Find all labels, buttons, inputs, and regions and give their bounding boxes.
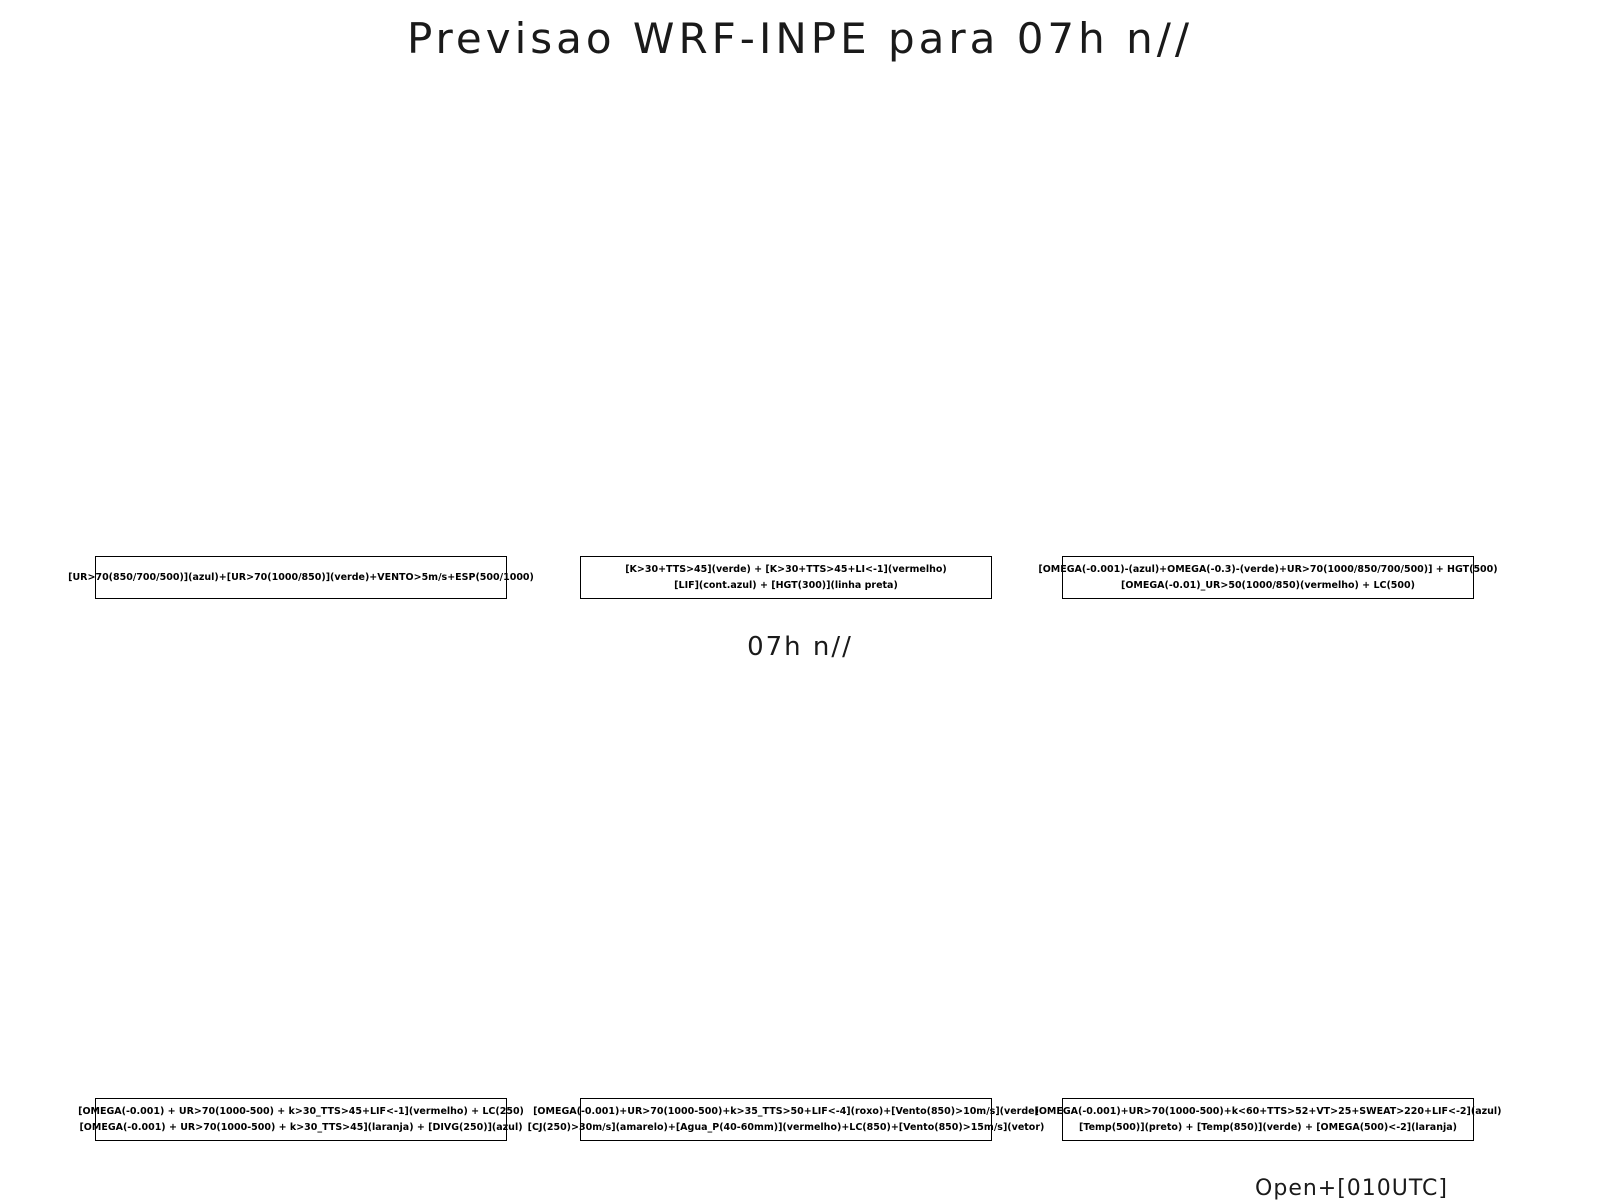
legend-box-omega-cj-agua — [527, 1098, 1045, 1141]
legend-line: [UR>70(850/700/500)](azul)+[UR>70(1000/850)](verde)+VENTO>5m/s+ESP(500/1000) — [68, 571, 534, 583]
legend-line: [LIF](cont.azul) + [HGT(300)](linha preta) — [674, 579, 898, 591]
legend-box-omega-hgt-lc — [1038, 556, 1498, 599]
page-title: Previsao WRF-INPE para 07h n// — [406, 14, 1194, 63]
map-panel-bottom-left — [95, 680, 507, 1090]
legend-box-omega-sweat-temp — [1034, 1098, 1502, 1141]
legend-box-ur-vento — [68, 556, 534, 599]
mid-subtitle: 07h n// — [747, 632, 853, 662]
legend-line: [K>30+TTS>45](verde) + [K>30+TTS>45+LI<-1](vermelho) — [625, 563, 947, 575]
legend-line: [Temp(500)](preto) + [Temp(850)](verde) + [OMEGA(500)<-2](laranja) — [1079, 1121, 1457, 1133]
legend-line: [OMEGA(-0.001)+UR>70(1000-500)+k>35_TTS>50+LIF<-4](roxo)+[Vento(850)>10m/s](verde) — [533, 1105, 1039, 1117]
legend-line: [OMEGA(-0.001)+UR>70(1000-500)+k<60+TTS>52+VT>25+SWEAT>220+LIF<-2](azul) — [1034, 1105, 1502, 1117]
legend-line: [CJ(250)>30m/s](amarelo)+[Agua_P(40-60mm)](vermelho)+LC(850)+[Vento(850)>15m/s](vetor) — [527, 1121, 1045, 1133]
bottom-caption: Open+[010UTC] — [1255, 1176, 1448, 1201]
map-panel-bottom-center — [580, 680, 992, 1090]
legend-line: [OMEGA(-0.001) + UR>70(1000-500) + k>30_TTS>45](laranja) + [DIVG(250)](azul) — [79, 1121, 523, 1133]
map-panel-top-right — [1062, 100, 1474, 550]
map-panel-bottom-right — [1062, 680, 1474, 1090]
legend-line: [OMEGA(-0.001)-(azul)+OMEGA(-0.3)-(verde)+UR>70(1000/850/700/500)] + HGT(500) — [1038, 563, 1498, 575]
legend-line: [OMEGA(-0.001) + UR>70(1000-500) + k>30_TTS>45+LIF<-1](vermelho) + LC(250) — [78, 1105, 524, 1117]
map-panel-top-center — [580, 100, 992, 550]
legend-box-omega-ur-k30 — [78, 1098, 524, 1141]
legend-line: [OMEGA(-0.01)_UR>50(1000/850)(vermelho) + LC(500) — [1121, 579, 1415, 591]
legend-box-k-tts-lif — [580, 556, 992, 599]
map-panel-top-left — [95, 100, 507, 550]
